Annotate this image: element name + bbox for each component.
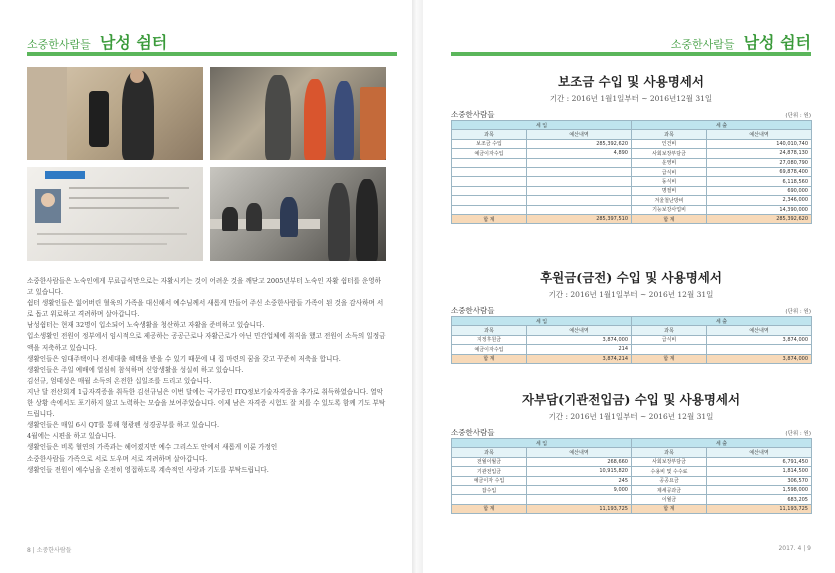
income-total-label: 합 계 [452,214,527,223]
expense-item [632,345,707,354]
expense-total-label: 합 계 [632,504,707,513]
income-total-label: 합 계 [452,504,527,513]
column-item: 과목 [632,448,707,457]
expense-amount: 690,000 [707,186,812,195]
table-total-row [452,214,812,223]
header-title: 남성 쉼터 [99,33,168,52]
statement-unit: (단위 : 원) [785,113,811,119]
column-item: 과목 [632,130,707,139]
expense-amount: 24,878,130 [707,149,812,158]
table-row [452,457,812,466]
expense-total: 285,392,620 [707,214,812,223]
income-item: 지정후원금 [452,335,527,344]
income-header: 세 입 [452,317,632,326]
body-paragraph: 남성쉼터는 현재 32명이 입소되어 노숙생활을 청산하고 자활을 준비하고 있습니다. [27,321,265,330]
statement-unit: (단위 : 원) [785,431,811,437]
expense-amount: 683,205 [707,495,812,504]
table-section-row [452,439,812,448]
income-item-empty [452,196,527,205]
statement-meta [451,108,811,120]
income-amount-empty [527,205,632,214]
column-amount: 예산내역 [527,130,632,139]
column-item: 과목 [452,326,527,335]
column-item: 과목 [452,130,527,139]
expense-header: 세 출 [632,439,812,448]
expense-item: 수용비 및 수수료 [632,467,707,476]
statement-meta [451,426,811,438]
body-paragraph: 소중한사람들은 노숙인에게 무료급식만으로는 자활시키는 것이 어려운 것을 깨닫고 2005년부터 노숙인 자활 쉼터를 운영하고 있습니다. [27,277,382,297]
statement-period: 기간 : 2016년 1월1일부터 ~ 2016년 12월 31일 [548,290,714,299]
income-total: 3,874,214 [527,354,632,363]
right-page-header [451,30,811,56]
income-item: 전월이월금 [452,457,527,466]
income-item [452,495,527,504]
expense-header: 세 출 [632,317,812,326]
income-amount-empty [527,158,632,167]
income-item: 잡수입 [452,485,527,494]
expense-item: 기능보강사업비 [632,205,707,214]
left-page [0,0,412,573]
body-paragraph: 지난 달 전산회계 1급자격증을 취득한 김선규님은 이번 달에는 국가공인 ITQ정보기술자격증을 추가로 취득하였습니다. 열악한 상황 속에서도 포기하지 않고 노력하는 모습을 보여주었습니다. 이제 남은 자격증 시험도 잘 치를 수 있도록 함께 기도 부탁드립니다. [27,387,386,419]
income-amount-empty [527,167,632,176]
expense-amount: 3,874,000 [707,335,812,344]
income-amount-empty [527,177,632,186]
column-amount: 예산내역 [527,448,632,457]
table-row [452,177,812,186]
statement-table [451,316,812,364]
statement-title: 후원금(금전) 수입 및 사용명세서 [540,270,722,285]
self-burden-statement [451,390,811,514]
table-row [452,345,812,354]
income-amount: 3,874,000 [527,335,632,344]
expense-item: 명절비 [632,186,707,195]
body-paragraph: 생활인들은 비록 혈연의 가족과는 헤어졌지만 예수 그리스도 안에서 새롭게 이룬 가정인 [27,443,278,452]
expense-total: 3,874,000 [707,354,812,363]
table-row [452,495,812,504]
expense-amount: 1,814,500 [707,467,812,476]
expense-amount: 6,118,560 [707,177,812,186]
statement-unit: (단위 : 원) [785,309,811,315]
footer-left: 8 | 소중한사람들 [27,547,72,554]
income-amount-empty [527,196,632,205]
table-column-row [452,326,812,335]
body-paragraph: 소중한사람들 가족으로 서로 도우며 서로 격려하며 살아갑니다. [27,454,208,463]
income-header: 세 입 [452,439,632,448]
statement-meta [451,304,811,316]
expense-total-label: 합 계 [632,214,707,223]
income-header: 세 입 [452,121,632,130]
subsidy-statement [451,72,811,224]
income-item: 예금이자수입 [452,149,527,158]
income-item: 보조금 수입 [452,139,527,148]
table-row [452,476,812,485]
expense-item: 사회보장부담금 [632,457,707,466]
expense-amount: 306,570 [707,476,812,485]
table-row [452,335,812,344]
table-column-row [452,448,812,457]
table-row [452,158,812,167]
statement-org: 소중한사람들 [451,428,495,437]
photo-itq-certificate [27,167,203,261]
header-org: 소중한사람들 [27,38,91,51]
expense-item: 이월금 [632,495,707,504]
table-row [452,467,812,476]
body-paragraph: 쉼터 생활인들은 잃어버린 혈육의 가족을 대신해서 예수님께서 새롭게 만들어 주신 소중한사람들 가족이 된 것을 감사하며 서로 돕고 위로하고 격려하며 살아갑니다. [27,299,384,319]
body-paragraph: 입소생활인 전원이 정부에서 임시적으로 제공하는 공공근로나 자활근로가 아닌 민간업체에 취직을 했고 전원이 소득의 일정금액을 저축하고 있습니다. [27,332,386,352]
book-spine [412,0,423,573]
column-amount: 예산내역 [707,448,812,457]
expense-item: 운영비 [632,158,707,167]
table-row [452,196,812,205]
statement-org: 소중한사람들 [451,306,495,315]
statement-org: 소중한사람들 [451,110,495,119]
expense-header: 세 출 [632,121,812,130]
table-row [452,149,812,158]
header-rule [451,52,811,56]
statement-period: 기간 : 2016년 1월1일부터 ~ 2016년 12월 31일 [548,412,714,421]
photo-man-with-clothes [27,67,203,160]
income-amount: 10,915,820 [527,467,632,476]
table-total-row [452,354,812,363]
income-amount-empty [527,186,632,195]
table-section-row [452,121,812,130]
expense-total: 11,193,725 [707,504,812,513]
table-column-row [452,130,812,139]
income-amount: 9,000 [527,485,632,494]
table-row [452,205,812,214]
left-body-text [27,276,387,476]
table-total-row [452,504,812,513]
expense-amount: 1,598,000 [707,485,812,494]
expense-amount [707,345,812,354]
expense-amount: 14,390,000 [707,205,812,214]
body-paragraph: 4월에는 시편을 하고 있습니다. [27,432,117,441]
column-item: 과목 [632,326,707,335]
statement-table [451,120,812,224]
column-amount: 예산내역 [707,130,812,139]
income-item-empty [452,177,527,186]
expense-item: 겨울철난방비 [632,196,707,205]
table-row [452,186,812,195]
income-amount: 4,890 [527,149,632,158]
income-amount [527,495,632,504]
statement-title: 자부담(기관전입금) 수입 및 사용명세서 [521,392,741,407]
income-total: 285,397,510 [527,214,632,223]
photo-meal-line [210,67,386,160]
column-amount: 예산내역 [527,326,632,335]
right-page [423,0,835,573]
income-amount: 268,660 [527,457,632,466]
expense-amount: 140,010,740 [707,139,812,148]
expense-item: 인건비 [632,139,707,148]
body-paragraph: 생활인들은 매일 6시 QT를 통해 형광펜 성경공부를 하고 있습니다. [27,421,220,430]
body-paragraph: 생활인들은 주일 예배에 열심히 참석하며 신앙생활을 성실히 하고 있습니다. [27,365,244,374]
column-item: 과목 [452,448,527,457]
statement-period: 기간 : 2016년 1월1일부터 ~ 2016년12월 31일 [549,94,713,103]
income-total-label: 합 계 [452,354,527,363]
table-row [452,485,812,494]
left-page-header [27,30,397,56]
footer-right: 2017. 4 | 9 [778,545,811,552]
income-item: 예금이자수입 [452,345,527,354]
table-row [452,139,812,148]
expense-amount: 69,878,400 [707,167,812,176]
header-title: 남성 쉼터 [743,33,811,52]
income-amount: 245 [527,476,632,485]
header-rule [27,52,397,56]
expense-item: 급식비 [632,335,707,344]
body-paragraph: 생활인들은 임대주택이나 전세대출 혜택을 받을 수 있기 때문에 내 집 마련의 꿈을 갖고 꾸준히 저축을 합니다. [27,354,341,363]
income-amount: 214 [527,345,632,354]
statement-title: 보조금 수입 및 사용명세서 [558,74,704,89]
income-item: 예금이자 수입 [452,476,527,485]
expense-total-label: 합 계 [632,354,707,363]
income-total: 11,193,725 [527,504,632,513]
expense-item: 급식비 [632,167,707,176]
income-item-empty [452,158,527,167]
expense-amount: 6,791,450 [707,457,812,466]
income-item-empty [452,186,527,195]
photo-dining-hall [210,167,386,261]
expense-amount: 2,346,000 [707,196,812,205]
expense-item: 제세공과금 [632,485,707,494]
donation-statement [451,268,811,364]
body-paragraph: 생활인들 전원이 예수님을 온전히 영접하도록 계속적인 사랑과 기도를 부탁드립니다. [27,465,269,474]
body-paragraph: 김선규, 엄태성은 매월 소득의 온전한 십일조를 드리고 있습니다. [27,376,212,385]
expense-item: 동식비 [632,177,707,186]
table-section-row [452,317,812,326]
expense-item: 사회보장부담금 [632,149,707,158]
table-row [452,167,812,176]
header-org: 소중한사람들 [670,38,735,51]
expense-item: 공공요금 [632,476,707,485]
column-amount: 예산내역 [707,326,812,335]
statement-table [451,438,812,514]
income-item-empty [452,167,527,176]
income-amount: 285,392,620 [527,139,632,148]
income-item-empty [452,205,527,214]
income-item: 기관전입금 [452,467,527,476]
expense-amount: 27,080,790 [707,158,812,167]
